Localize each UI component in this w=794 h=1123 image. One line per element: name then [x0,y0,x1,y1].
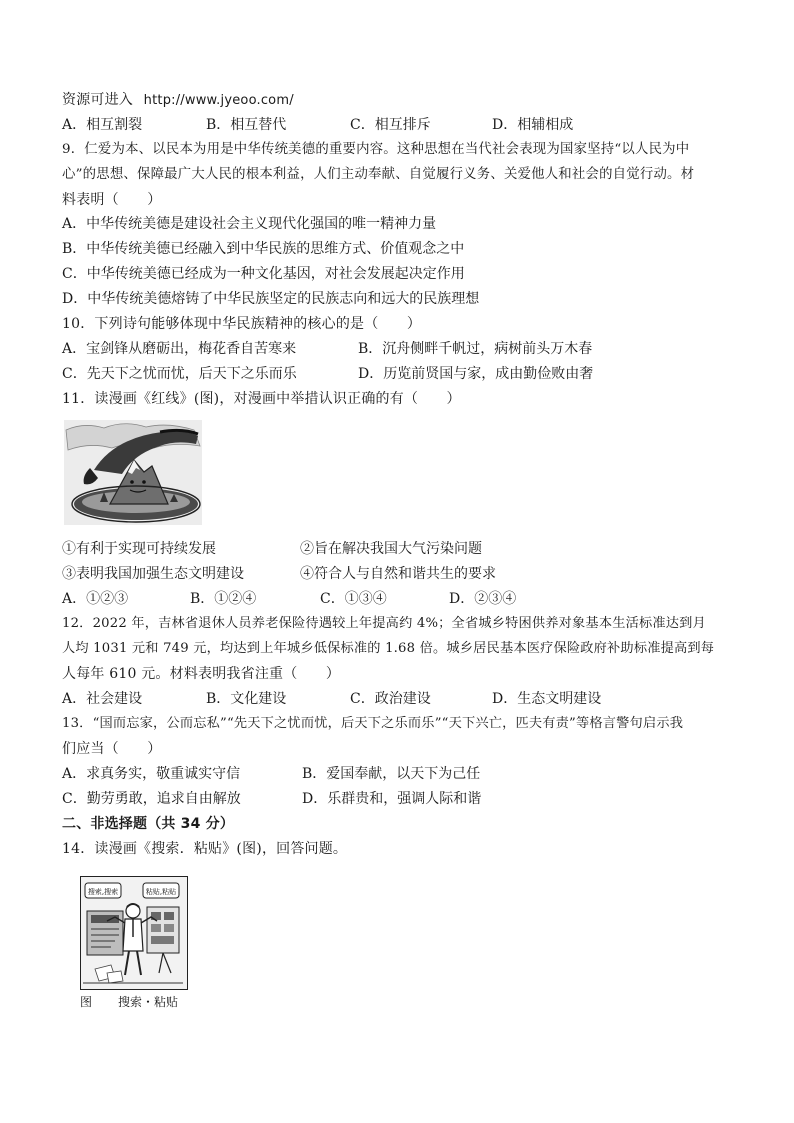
q12-option-b[interactable]: B．文化建设 [206,691,287,707]
q14-caption-fig: 图 [80,995,93,1009]
q8-option-d[interactable]: D．相辅相成 [492,117,574,133]
q9-stem-line-1: 9．仁爱为本、以民本为用是中华传统美德的重要内容。这种思想在当代社会表现为国家坚持“以人民为中 [62,142,690,157]
q9-stem-line-3: 料表明（ ） [62,192,162,208]
cartoon-bubble-left: 搜索,搜索 [87,888,119,896]
section-2-title: 二、非选择题（共 34 分） [62,816,235,832]
q14-cartoon-search-paste [80,876,188,990]
q12-stem-line-1: 12．2022 年，吉林省退休人员养老保险待遇较上年提高约 4%；全省城乡特困供养对象基本生活标准达到月 [62,616,706,631]
q9-option-b[interactable]: B．中华传统美德已经融入到中华民族的思维方式、价值观念之中 [62,241,465,257]
q13-option-b[interactable]: B．爱国奉献，以天下为己任 [302,766,481,782]
q14-caption-title: 搜索・粘贴 [118,995,179,1009]
q13-stem-line-1: 13．“国而忘家，公而忘私”“先天下之忧而忧，后天下之乐而乐”“天下兴亡，匹夫有责”等格言警句启示我 [62,716,684,731]
q11-statement-3: ③表明我国加强生态文明建设 [62,566,244,582]
q10-option-c[interactable]: C．先天下之忧而忧，后天下之乐而乐 [62,366,297,382]
red-line-cartoon-image [64,420,202,525]
q10-option-a[interactable]: A．宝剑锋从磨砺出，梅花香自苦寒来 [62,341,297,357]
q14-stem: 14．读漫画《搜索．粘贴》(图)，回答问题。 [62,841,348,857]
q11-statement-2: ②旨在解决我国大气污染问题 [300,541,482,557]
q9-option-d[interactable]: D．中华传统美德熔铸了中华民族坚定的民族志向和远大的民族理想 [62,291,480,307]
q10-option-b[interactable]: B．沉舟侧畔千帆过，病树前头万木春 [358,341,593,357]
q8-option-c[interactable]: C．相互排斥 [350,117,431,133]
q10-option-d[interactable]: D．历览前贤国与家，成由勤俭败由奢 [358,366,594,382]
q8-option-a[interactable]: A．相互割裂 [62,117,143,133]
q11-option-d[interactable]: D．②③④ [449,591,517,607]
q11-statement-1: ①有利于实现可持续发展 [62,541,216,557]
source-url: http://www.jyeoo.com/ [143,93,294,108]
cartoon-bubble-right: 粘贴,粘贴 [145,888,177,896]
source-prefix: 资源可进入 [62,92,133,108]
q12-stem-line-3: 人每年 610 元。材料表明我省注重（ ） [62,666,341,682]
q13-stem-line-2: 们应当（ ） [62,741,162,757]
q10-stem: 10．下列诗句能够体现中华民族精神的核心的是（ ） [62,316,422,332]
q11-cartoon-red-line [64,420,202,525]
q12-stem-line-2: 人均 1031 元和 749 元，均达到上年城乡低保标准的 1.68 倍。城乡居民基本医疗保险政府补助标准提高到每 [62,641,715,656]
source-line [62,90,294,111]
q9-option-c[interactable]: C．中华传统美德已经成为一种文化基因，对社会发展起决定作用 [62,266,465,282]
q13-option-c[interactable]: C．勤劳勇敢，追求自由解放 [62,791,241,807]
q11-option-b[interactable]: B．①②④ [190,591,257,607]
q11-statement-4: ④符合人与自然和谐共生的要求 [300,566,496,582]
q12-option-d[interactable]: D．生态文明建设 [492,691,602,707]
q13-option-d[interactable]: D．乐群贵和，强调人际和谐 [302,791,482,807]
q9-stem-line-2: 心”的思想、保障最广大人民的根本利益，人们主动奉献、自觉履行义务、关爱他人和社会的自觉行动。材 [62,167,695,182]
q11-option-c[interactable]: C．①③④ [320,591,387,607]
q11-option-a[interactable]: A．①②③ [62,591,129,607]
q9-option-a[interactable]: A．中华传统美德是建设社会主义现代化强国的唯一精神力量 [62,216,437,232]
q12-option-c[interactable]: C．政治建设 [350,691,431,707]
q11-stem: 11．读漫画《红线》(图)，对漫画中举措认识正确的有（ ） [62,391,461,407]
search-paste-cartoon-image [81,877,186,988]
q13-option-a[interactable]: A．求真务实，敬重诚实守信 [62,766,241,782]
q8-option-b[interactable]: B．相互替代 [206,117,287,133]
q12-option-a[interactable]: A．社会建设 [62,691,143,707]
